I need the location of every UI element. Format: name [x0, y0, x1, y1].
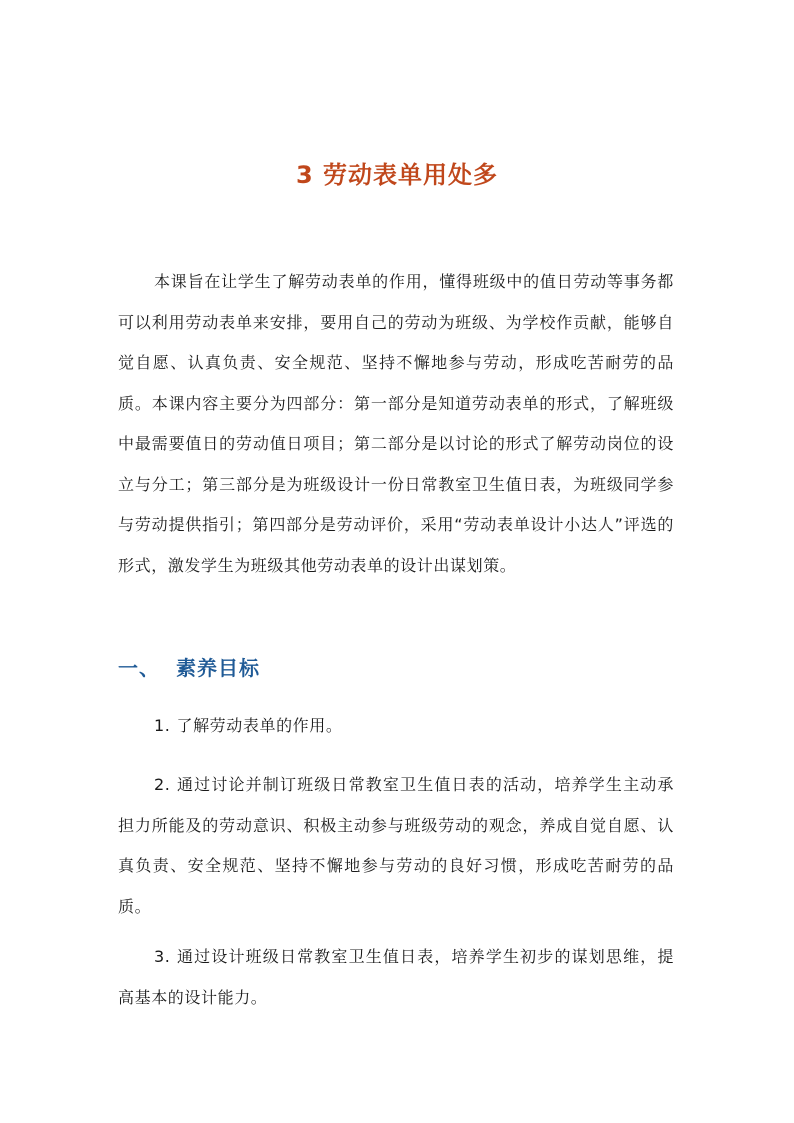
goal-text: 通过讨论并制订班级日常教室卫生值日表的活动，培养学生主动承担力所能及的劳动意识、积极主动参与班级劳动的观念，养成自觉自愿、认真负责、安全规范、坚持不懈地参与劳动的良好习惯，形成吃苦耐劳的品质。 [118, 775, 674, 916]
goal-item [118, 937, 674, 1018]
intro-paragraph: 本课旨在让学生了解劳动表单的作用，懂得班级中的值日劳动等事务都可以利用劳动表单来安排，要用自己的劳动为班级、为学校作贡献，能够自觉自愿、认真负责、安全规范、坚持不懈地参与劳动，形成吃苦耐劳的品质。本课内容主要分为四部分：第一部分是知道劳动表单的形式，了解班级中最需要值日的劳动值日项目；第二部分是以讨论的形式了解劳动岗位的设立与分工；第三部分是为班级设计一份日常教室卫生值日表，为班级同学参与劳动提供指引；第四部分是劳动评价，采用“劳动表单设计小达人”评选的形式，激发学生为班级其他劳动表单的设计出谋划策。 [118, 272, 674, 575]
section-number: 一、 [118, 656, 160, 680]
section-title: 素养目标 [176, 656, 260, 680]
goal-index: 1. [154, 716, 171, 735]
goal-index: 3. [154, 947, 171, 966]
goal-text: 通过设计班级日常教室卫生值日表，培养学生初步的谋划思维，提高基本的设计能力。 [118, 947, 674, 1007]
section-heading-literacy-goals [118, 652, 260, 681]
goal-text: 了解劳动表单的作用。 [176, 716, 343, 735]
goal-item [118, 765, 674, 927]
goal-index: 2. [154, 775, 171, 794]
page-title: 3 劳动表单用处多 [295, 161, 499, 189]
goal-item [118, 706, 674, 747]
